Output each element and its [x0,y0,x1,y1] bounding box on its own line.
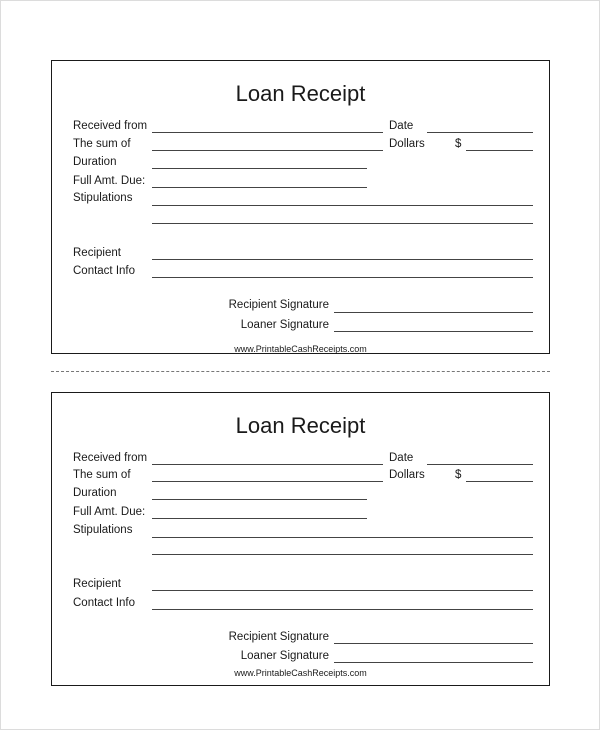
dollars-label: Dollars [389,469,425,481]
stipulations-label: Stipulations [73,192,133,204]
recipient-label: Recipient [73,247,121,259]
dollars-line[interactable] [466,150,533,151]
full-amt-due-label: Full Amt. Due: [73,175,146,187]
sum-of-label: The sum of [73,138,131,150]
date-label: Date [389,452,414,464]
loaner-signature-label: Loaner Signature [240,650,329,662]
cut-line [51,371,550,372]
dollars-line[interactable] [466,481,533,482]
recipient-signature-line[interactable] [334,312,533,313]
recipient-line[interactable] [152,259,533,260]
received-from-line[interactable] [152,464,383,465]
date-label: Date [389,120,414,132]
duration-line[interactable] [152,168,367,169]
duration-line[interactable] [152,499,367,500]
dollar-sign: $ [455,469,462,481]
received-from-label: Received from [73,120,148,132]
stipulations-line-2[interactable] [152,223,533,224]
contact-info-label: Contact Info [73,597,136,609]
recipient-signature-label: Recipient Signature [228,299,329,311]
loaner-signature-line[interactable] [334,662,533,663]
recipient-line[interactable] [152,590,533,591]
recipient-label: Recipient [73,578,121,590]
receipt-title: Loan Receipt [235,413,366,438]
received-from-label: Received from [73,452,148,464]
recipient-signature-label: Recipient Signature [228,631,329,643]
loaner-signature-line[interactable] [334,331,533,332]
received-from-line[interactable] [152,132,383,133]
receipt-title: Loan Receipt [235,81,366,106]
contact-info-line[interactable] [152,609,533,610]
stipulations-label: Stipulations [73,524,133,536]
sum-of-line[interactable] [152,150,383,151]
stipulations-line-1[interactable] [152,537,533,538]
loaner-signature-label: Loaner Signature [240,319,329,331]
recipient-signature-line[interactable] [334,643,533,644]
date-line[interactable] [427,464,533,465]
contact-info-line[interactable] [152,277,533,278]
duration-label: Duration [73,156,117,168]
loan-receipt-1 [51,60,550,354]
footer-url: www.PrintableCashReceipts.com [234,668,367,678]
dollars-label: Dollars [389,138,425,150]
loan-receipt-2 [51,392,550,686]
sum-of-line[interactable] [152,481,383,482]
full-amt-due-line[interactable] [152,518,367,519]
full-amt-due-line[interactable] [152,187,367,188]
full-amt-due-label: Full Amt. Due: [73,506,146,518]
dollar-sign: $ [455,138,462,150]
date-line[interactable] [427,132,533,133]
sum-of-label: The sum of [73,469,131,481]
duration-label: Duration [73,487,117,499]
stipulations-line-2[interactable] [152,554,533,555]
stipulations-line-1[interactable] [152,205,533,206]
contact-info-label: Contact Info [73,265,136,277]
footer-url: www.PrintableCashReceipts.com [234,344,367,354]
